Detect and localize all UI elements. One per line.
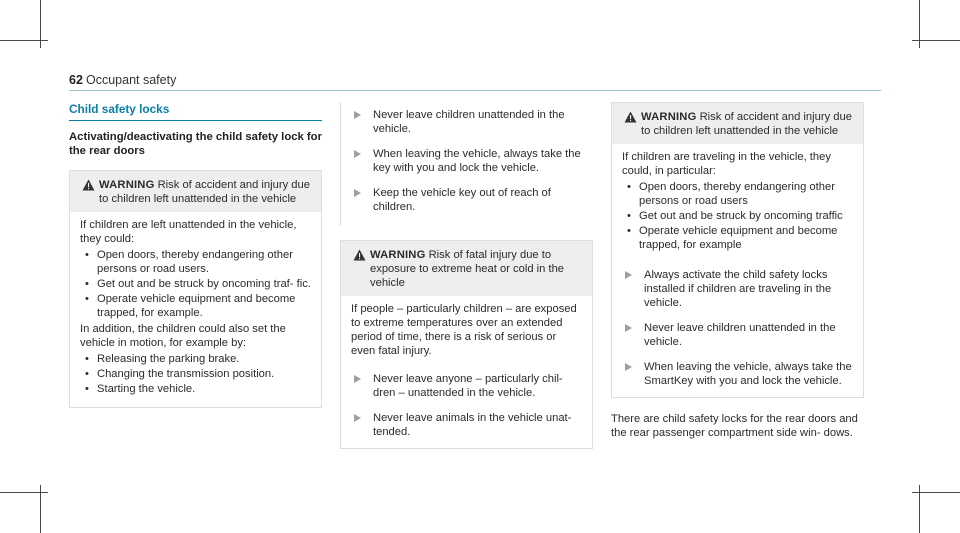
list-item: • Get out and be struck by oncoming traf- fic. xyxy=(80,277,311,291)
instruction-steps xyxy=(351,358,582,439)
header-divider xyxy=(69,90,881,91)
warning-box xyxy=(611,102,864,398)
closing-paragraph xyxy=(611,412,864,440)
instruction-step xyxy=(622,321,853,349)
crop-mark xyxy=(912,40,960,41)
page-number: 62 xyxy=(69,73,83,87)
step-arrow-icon xyxy=(625,271,632,279)
list-item: • Operate vehicle equipment and become trapped, for example xyxy=(622,224,853,252)
step-arrow-icon xyxy=(625,363,632,371)
warning-header xyxy=(70,171,321,212)
step-text: Never leave children unattended in the vehicle. xyxy=(644,322,836,348)
warning-triangle-icon xyxy=(624,111,637,123)
column-1 xyxy=(69,102,322,408)
instruction-step xyxy=(622,268,853,310)
list-item: • Starting the vehicle. xyxy=(80,382,311,396)
list-item: • Operate vehicle equipment and become trapped, for example. xyxy=(80,292,311,320)
warning-intro: If children are traveling in the vehicle, they could, in particular: xyxy=(622,151,831,177)
warning-label: WARNING xyxy=(370,249,426,261)
list-item: • Changing the transmission position. xyxy=(80,367,311,381)
instruction-step xyxy=(341,147,593,175)
list-item: • Open doors, thereby endangering other persons or road users. xyxy=(80,248,311,276)
instruction-step xyxy=(341,108,593,136)
list-item: • Get out and be struck by oncoming traffic xyxy=(622,209,853,223)
section-title: Child safety locks xyxy=(69,102,170,116)
step-text: Never leave children unattended in the vehicle. xyxy=(373,109,565,135)
warning-body xyxy=(341,296,592,448)
step-text: Keep the vehicle key out of reach of children. xyxy=(373,187,551,213)
warning-header xyxy=(612,103,863,144)
step-arrow-icon xyxy=(354,414,361,422)
page-title: Occupant safety xyxy=(86,73,177,87)
column-3 xyxy=(611,102,864,440)
warning-headline: Risk of accident and injury due to children left unattended in the vehicle xyxy=(99,179,310,205)
instruction-steps xyxy=(622,254,853,388)
list-item: • Open doors, thereby endangering other persons or road users xyxy=(622,180,853,208)
step-text: Never leave anyone – particularly chil- dren – unattended in the vehicle. xyxy=(373,373,563,399)
step-text: When leaving the vehicle, always take the key with you and lock the vehicle. xyxy=(373,148,581,174)
step-text: Never leave animals in the vehicle unat- tended. xyxy=(373,412,572,438)
bullet-list xyxy=(622,180,853,252)
warning-label: WARNING xyxy=(641,111,697,123)
warning-triangle-icon xyxy=(353,249,366,261)
warning-body xyxy=(70,212,321,407)
crop-mark xyxy=(0,40,48,41)
step-text: Always activate the child safety locks installed if children are traveling in the vehicle. xyxy=(644,269,832,309)
warning-box xyxy=(69,170,322,408)
warning-box xyxy=(340,240,593,449)
page-header xyxy=(69,73,881,93)
warning-body xyxy=(612,144,863,397)
warning-addition: In addition, the children could also set the vehicle in motion, for example by: xyxy=(80,323,286,349)
instruction-step xyxy=(351,372,582,400)
closing-text: There are child safety locks for the rear doors and the rear passenger compartment side win- dows. xyxy=(611,413,858,439)
column-2 xyxy=(340,102,593,449)
warning-text: If people – particularly children – are exposed to extreme temperatures over an extended period of time, there is a risk of serious or even fatal injury. xyxy=(351,303,577,357)
warning-headline: Risk of accident and injury due to children left unattended in the vehicle xyxy=(641,111,852,137)
step-arrow-icon xyxy=(625,324,632,332)
crop-mark xyxy=(912,492,960,493)
instruction-step xyxy=(622,360,853,388)
instruction-step xyxy=(341,186,593,214)
bullet-list xyxy=(80,248,311,320)
section-divider xyxy=(69,120,322,121)
instruction-step xyxy=(351,411,582,439)
warning-intro: If children are left unattended in the vehicle, they could: xyxy=(80,219,297,245)
warning-header xyxy=(341,241,592,296)
warning-label: WARNING xyxy=(99,179,155,191)
crop-mark xyxy=(0,492,48,493)
step-arrow-icon xyxy=(354,189,361,197)
list-item: • Releasing the parking brake. xyxy=(80,352,311,366)
step-arrow-icon xyxy=(354,150,361,158)
step-text: When leaving the vehicle, always take the SmartKey with you and lock the vehicle. xyxy=(644,361,852,387)
warning-headline: Risk of fatal injury due to exposure to extreme heat or cold in the vehicle xyxy=(370,249,565,289)
sub-heading: Activating/deactivating the child safety lock for the rear doors xyxy=(69,131,322,157)
instruction-steps xyxy=(340,102,593,226)
step-arrow-icon xyxy=(354,375,361,383)
step-arrow-icon xyxy=(354,111,361,119)
warning-triangle-icon xyxy=(82,179,95,191)
bullet-list xyxy=(80,352,311,396)
